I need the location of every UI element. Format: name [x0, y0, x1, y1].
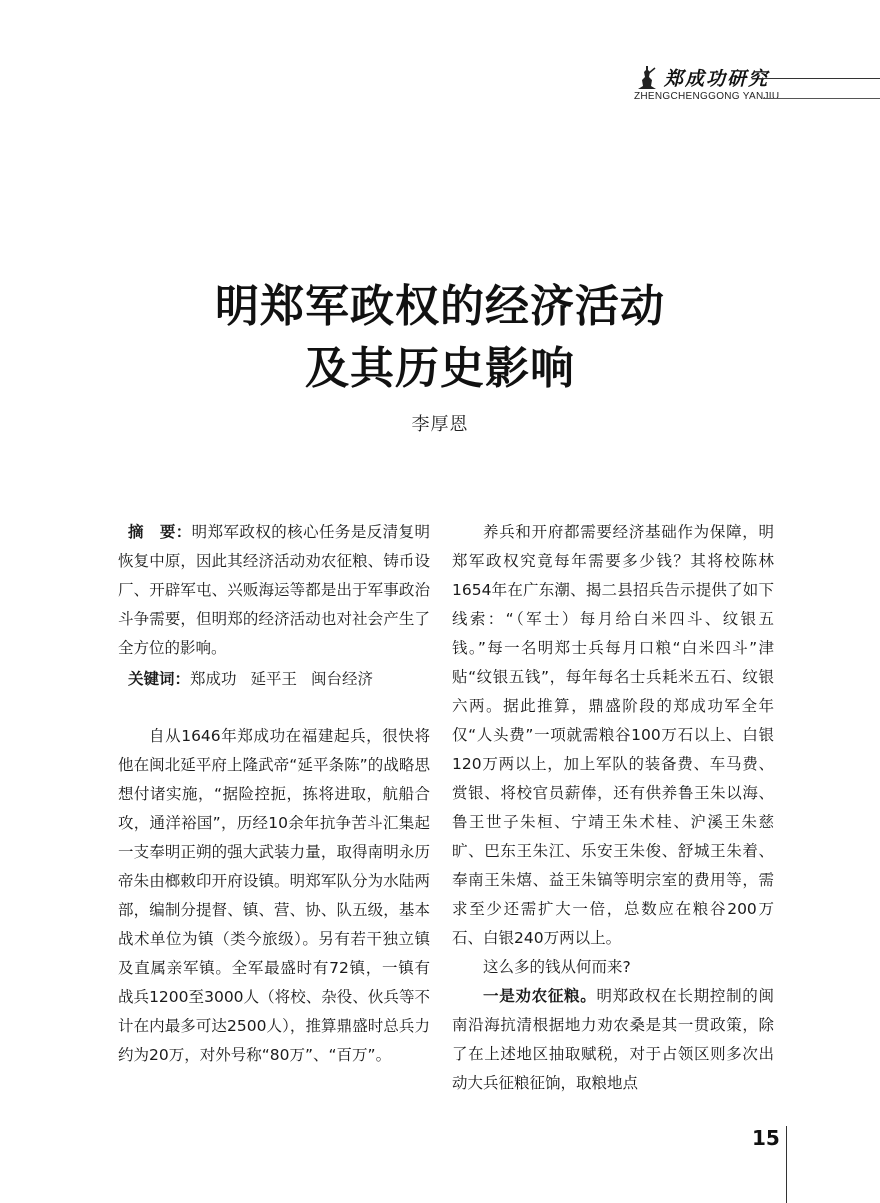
abstract-text: 明郑军政权的核心任务是反清复明恢复中原，因此其经济活动劝农征粮、铸币设厂、开辟军屯、兴贩海运等都是出于军事政治斗争需要，但明郑的经济活动也对社会产生了全方位的影响。: [118, 523, 430, 657]
right-column: [452, 518, 774, 1098]
header-rule-secondary: [763, 98, 880, 99]
left-column: [118, 518, 430, 1070]
page-rule: [786, 1126, 787, 1203]
article-author: 李厚恩: [411, 414, 469, 435]
body-paragraph: 自从1646年郑成功在福建起兵，很快将他在闽北延平府上隆武帝“延平条陈”的战略思想付诸实施，“据险控扼，拣将进取，航船合攻，通洋裕国”，历经10余年抗争苦斗汇集起一支奉明正朔的强大武装力量，取得南明永历帝朱由榔敕印开府设镇。明郑军队分为水陆两部，编制分提督、镇、营、协、队五级，基本战术单位为镇（类今旅级）。另有若干独立镇及直属亲军镇。全军最盛时有72镇，一镇有战兵1200至3000人（将校、杂役、伙兵等不计在内最多可达2500人），推算鼎盛时总兵力约为20万，对外号称“80万”、“百万”。: [118, 727, 430, 1064]
article-title-line1: 明郑军政权的经济活动: [215, 281, 665, 332]
keywords-label: 关键词：: [128, 670, 191, 688]
abstract-label: 摘 要：: [128, 523, 192, 541]
keyword-item: 郑成功: [190, 670, 237, 688]
body-paragraph: 养兵和开府都需要经济基础作为保障，明郑军政权究竟每年需要多少钱？其将校陈林1654年在广东潮、揭二县招兵告示提供了如下线索：“（军士）每月给白米四斗、纹银五钱。”每一名明郑士兵每月口粮“白米四斗”津贴“纹银五钱”，每年每名士兵耗米五石、纹银六两。据此推算，鼎盛阶段的郑成功军全年仅“人头费”一项就需粮谷100万石以上、白银120万两以上，加上军队的装备费、车马费、赏银、将校官员薪俸，还有供养鲁王朱以海、鲁王世子朱桓、宁靖王朱术桂、沪溪王朱慈旷、巴东王朱江、乐安王朱俊、舒城王朱着、奉南王朱熺、益王朱镐等明宗室的费用等，需求至少还需扩大一倍，总数应在粮谷200万石、白银240万两以上。: [452, 523, 774, 947]
page-number: 15: [752, 1126, 780, 1150]
abstract: [118, 518, 430, 663]
keywords: [118, 665, 430, 694]
keyword-item: 闽台经济: [311, 670, 374, 688]
article-title: [0, 276, 880, 400]
statue-icon: [634, 64, 660, 90]
section-lead: 一是劝农征粮。: [483, 987, 597, 1005]
header-rule: [758, 78, 880, 79]
journal-title: 郑成功研究: [664, 68, 770, 90]
journal-subtitle: ZHENGCHENGGONG YANJIU: [634, 91, 780, 102]
section-text: 明郑政权在长期控制的闽南沿海抗清根据地力劝农桑是其一贯政策，除了在上述地区抽取赋税，对于占领区则多次出动大兵征粮征饷，取粮地点: [452, 987, 774, 1092]
keyword-item: 延平王: [250, 670, 298, 688]
body-paragraph: 这么多的钱从何而来?: [483, 958, 631, 976]
body-paragraph: [452, 982, 774, 1098]
journal-header: [628, 58, 880, 106]
article-title-line2: 及其历史影响: [305, 343, 575, 394]
